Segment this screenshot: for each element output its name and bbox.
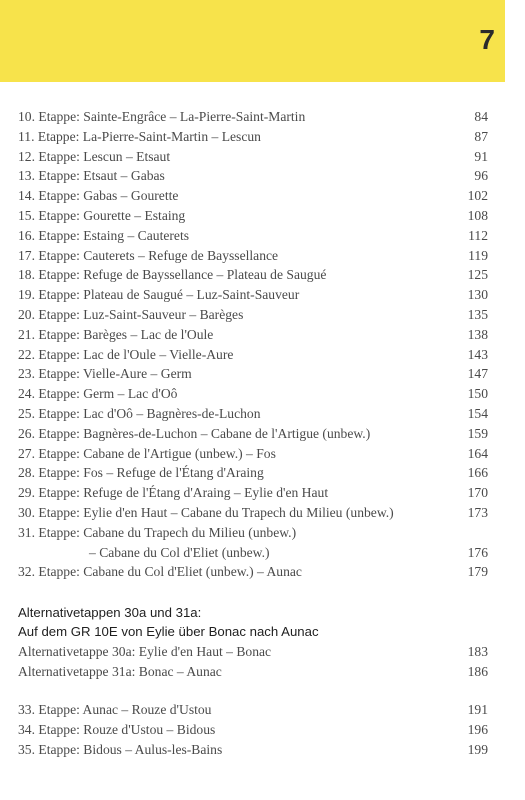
toc-entry-page: 138 bbox=[467, 326, 488, 342]
toc-entry-page: 119 bbox=[468, 247, 488, 263]
toc-entry-page: 173 bbox=[467, 504, 488, 520]
toc-entry-text: 35. Etappe: Bidous – Aulus-les-Bains bbox=[18, 741, 223, 757]
toc-entry-page: 159 bbox=[467, 425, 488, 441]
toc-entry bbox=[18, 384, 488, 404]
toc-entry bbox=[18, 740, 488, 760]
toc-entry-continuation bbox=[18, 543, 488, 563]
toc-entry-page: 91 bbox=[474, 148, 488, 164]
toc-entry-text: 29. Etappe: Refuge de l'Étang d'Araing – Eylie d'en Haut bbox=[18, 485, 329, 501]
toc-entry bbox=[18, 364, 488, 384]
toc-entry bbox=[18, 424, 488, 444]
toc-entry bbox=[18, 325, 488, 345]
page-number: 7 bbox=[479, 24, 495, 55]
toc-entry-text: 20. Etappe: Luz-Saint-Sauveur – Barèges bbox=[18, 306, 244, 322]
toc-entry-page: 112 bbox=[468, 227, 488, 243]
toc-entry-page: 147 bbox=[467, 366, 488, 382]
toc-entry-text: 22. Etappe: Lac de l'Oule – Vielle-Aure bbox=[18, 346, 234, 362]
toc-list bbox=[18, 107, 488, 582]
toc-entry bbox=[18, 642, 488, 662]
toc-entry bbox=[18, 444, 488, 464]
toc-entry-page: 179 bbox=[467, 564, 488, 580]
toc-entry-page: 150 bbox=[467, 386, 488, 402]
toc-entry bbox=[18, 246, 488, 266]
toc-entry bbox=[18, 404, 488, 424]
toc-entry-page: 176 bbox=[467, 544, 488, 560]
toc-entry-text: 27. Etappe: Cabane de l'Artigue (unbew.) – Fos bbox=[18, 445, 276, 461]
toc-entry bbox=[18, 483, 488, 503]
toc-entry bbox=[18, 206, 488, 226]
toc-entry-text: 10. Etappe: Sainte-Engrâce – La-Pierre-Saint-Martin bbox=[18, 109, 306, 124]
toc-entry-page bbox=[448, 523, 488, 543]
toc-entry bbox=[18, 127, 488, 147]
toc-entry-page: 170 bbox=[467, 485, 488, 501]
toc-entry-page: 135 bbox=[467, 306, 488, 322]
toc-entry-text: – Cabane du Col d'Eliet (unbew.) bbox=[89, 544, 270, 560]
toc-entry-text: 23. Etappe: Vielle-Aure – Germ bbox=[18, 366, 192, 382]
toc-entry-text: 14. Etappe: Gabas – Gourette bbox=[18, 188, 179, 204]
toc-entry bbox=[18, 265, 488, 285]
toc-entry bbox=[18, 226, 488, 246]
toc-entry-page: 102 bbox=[467, 188, 488, 204]
toc-entry-text: 33. Etappe: Aunac – Rouze d'Ustou bbox=[18, 702, 212, 717]
toc-entry bbox=[18, 503, 488, 523]
toc-entry-text: 11. Etappe: La-Pierre-Saint-Martin – Lescun bbox=[18, 128, 261, 144]
toc-entry-page: 96 bbox=[474, 168, 488, 184]
toc-entry-page: 186 bbox=[467, 663, 488, 679]
toc-entry-text: 17. Etappe: Cauterets – Refuge de Bayssellance bbox=[18, 247, 279, 263]
toc-entry-text: 13. Etappe: Etsaut – Gabas bbox=[18, 168, 165, 184]
toc-entry-page: 154 bbox=[467, 405, 488, 421]
toc-entry-text: 19. Etappe: Plateau de Saugué – Luz-Saint-Sauveur bbox=[18, 287, 300, 303]
toc-entry bbox=[18, 562, 488, 582]
toc-entry-page: 183 bbox=[467, 644, 488, 659]
toc-entry-text: 32. Etappe: Cabane du Col d'Eliet (unbew.) – Aunac bbox=[18, 564, 302, 580]
toc-entry-page: 143 bbox=[467, 346, 488, 362]
toc-entry bbox=[18, 345, 488, 365]
toc-entry bbox=[18, 463, 488, 483]
toc-entry-page: 125 bbox=[467, 267, 488, 283]
toc-entry-page: 87 bbox=[474, 128, 488, 144]
toc-entry-page: 199 bbox=[467, 741, 488, 757]
toc-entry-text: Alternativetappe 30a: Eylie d'en Haut – Bonac bbox=[18, 644, 272, 659]
toc-entry-text: 31. Etappe: Cabane du Trapech du Milieu (unbew.) bbox=[18, 524, 297, 540]
toc-entry-text: 18. Etappe: Refuge de Bayssellance – Plateau de Saugué bbox=[18, 267, 327, 283]
toc-entry bbox=[18, 285, 488, 305]
toc-entry bbox=[18, 523, 488, 543]
alt-section-heading-line2: Auf dem GR 10E von Eylie über Bonac nach Aunac bbox=[18, 624, 319, 639]
toc-entry bbox=[18, 107, 488, 127]
header-band bbox=[0, 0, 505, 82]
toc-entry-page: 130 bbox=[467, 287, 488, 303]
toc-entry bbox=[18, 147, 488, 167]
toc-entry-page: 191 bbox=[467, 702, 488, 717]
alt-section-list bbox=[18, 642, 488, 682]
toc-entry-text: 24. Etappe: Germ – Lac d'Oô bbox=[18, 386, 178, 402]
toc-entry-text: 30. Etappe: Eylie d'en Haut – Cabane du Trapech du Milieu (unbew.) bbox=[18, 504, 394, 520]
toc-entry bbox=[18, 305, 488, 325]
toc-entry-text: Alternativetappe 31a: Bonac – Aunac bbox=[18, 663, 222, 679]
toc-entry-text: 25. Etappe: Lac d'Oô – Bagnères-de-Luchon bbox=[18, 405, 261, 421]
toc-entry-text: 21. Etappe: Barèges – Lac de l'Oule bbox=[18, 326, 214, 342]
toc-entry-text: 34. Etappe: Rouze d'Ustou – Bidous bbox=[18, 721, 216, 737]
toc-entry-page: 84 bbox=[474, 109, 488, 124]
toc-list-tail bbox=[18, 700, 488, 759]
toc-entry bbox=[18, 720, 488, 740]
alt-section-heading-line1: Alternativetappen 30a und 31a: bbox=[18, 605, 202, 620]
toc-entry-text: 15. Etappe: Gourette – Estaing bbox=[18, 207, 186, 223]
toc-entry bbox=[18, 662, 488, 682]
toc-entry-text: 26. Etappe: Bagnères-de-Luchon – Cabane de l'Artigue (unbew.) bbox=[18, 425, 371, 441]
toc-entry-text: 12. Etappe: Lescun – Etsaut bbox=[18, 148, 171, 164]
alt-section-heading bbox=[18, 603, 488, 641]
toc-entry-page: 164 bbox=[467, 445, 488, 461]
toc-entry-page: 108 bbox=[467, 207, 488, 223]
toc-entry-page: 196 bbox=[467, 721, 488, 737]
toc-entry bbox=[18, 700, 488, 720]
toc-entry-text: 28. Etappe: Fos – Refuge de l'Étang d'Araing bbox=[18, 465, 264, 481]
toc-entry-page: 166 bbox=[467, 465, 488, 481]
toc-entry bbox=[18, 166, 488, 186]
toc-entry bbox=[18, 186, 488, 206]
toc-entry-text: 16. Etappe: Estaing – Cauterets bbox=[18, 227, 190, 243]
